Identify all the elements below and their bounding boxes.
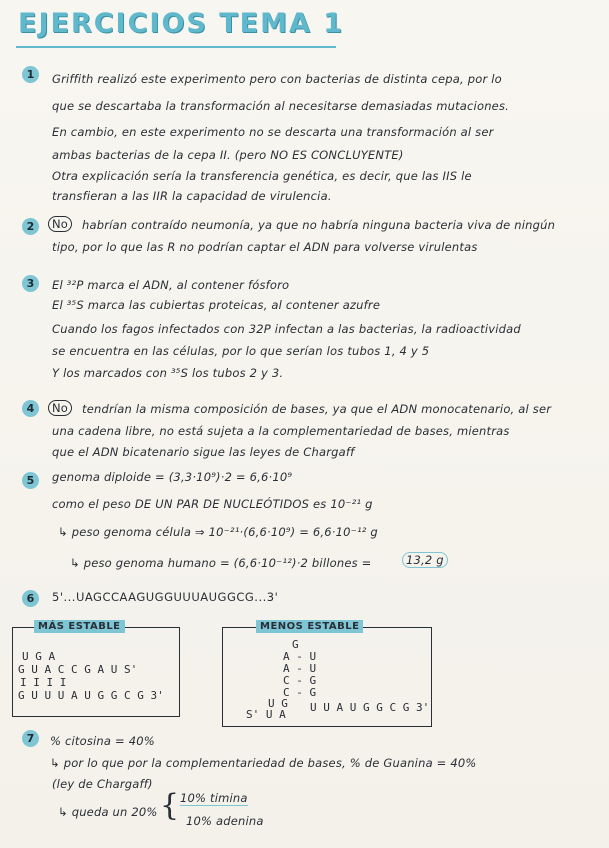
ex7-split-1-text: 10% timina (180, 791, 248, 805)
ex5-line-2: como el peso DE UN PAR DE NUCLEÓTIDOS es 10⁻²¹ g (52, 497, 373, 511)
ex2-no-circled: No (48, 216, 72, 232)
less-stable-row-1: G (292, 638, 299, 651)
less-stable-row-7: S' U A (246, 708, 286, 721)
ex5-line-1: genoma diploide = (3,3·10⁹)·2 = 6,6·10⁹ (52, 470, 293, 484)
ex2-line-1: habrían contraído neumonía, ya que no habría ninguna bacteria viva de ningún (82, 218, 556, 232)
ex4-no-circled: No (48, 400, 72, 416)
ex4-no (48, 401, 72, 415)
ex1-line-3: En cambio, en este experimento no se descarta una transformación al ser (52, 125, 494, 139)
ex3-line-4: se encuentra en las células, por lo que serían los tubos 1, 4 y 5 (52, 344, 430, 358)
ex1-line-2: que se descartaba la transformación al necesitarse demasiadas mutaciones. (52, 99, 510, 113)
ex4-line-2: una cadena libre, no está sujeta a la complementariedad de bases, mientras (52, 424, 510, 438)
more-stable-row-4: G U U U A U G G C G 3' (18, 689, 164, 702)
ex7-line-2: ↳ por lo que por la complementariedad de bases, % de Guanina = 40% (50, 756, 477, 770)
ex5-answer (402, 553, 448, 567)
more-stable-row-3: I I I I (20, 676, 67, 689)
ex7-line-1: % citosina = 40% (50, 734, 155, 748)
more-stable-row-2: G U A C C G A U S' (18, 663, 138, 676)
exercise-number-3: 3 (22, 275, 39, 292)
split-brace: { (160, 788, 180, 823)
ex5-line-4: ↳ peso genoma humano = (6,6·10⁻¹²)·2 billones = (70, 556, 372, 570)
ex2-no (48, 217, 72, 231)
less-stable-row-2: A - U (283, 650, 317, 663)
more-stable-label: MÁS ESTABLE (34, 620, 125, 633)
ex3-line-2: El ³⁵S marca las cubiertas proteicas, al contener azufre (52, 298, 381, 312)
less-stable-row-6: U G (268, 697, 288, 710)
more-stable-row-1: U G A (22, 650, 56, 663)
less-stable-row-3: A - U (283, 662, 317, 675)
ex5-line-3: ↳ peso genoma célula ⇒ 10⁻²¹·(6,6·10⁹) = 6,6·10⁻¹² g (58, 525, 378, 539)
page-title: EJERCICIOS TEMA 1 (18, 8, 345, 39)
ex5-answer-circled: 13,2 g (402, 552, 448, 568)
exercise-number-6: 6 (22, 590, 39, 607)
exercise-number-4: 4 (22, 400, 39, 417)
ex3-line-5: Y los marcados con ³⁵S los tubos 2 y 3. (52, 366, 284, 380)
ex1-line-1: Griffith realizó este experimento pero con bacterias de distinta cepa, por lo (52, 72, 502, 86)
ex7-split-1 (180, 791, 248, 805)
title-underline (16, 46, 336, 48)
ex6-sequence: 5'...UAGCCAAGUGGUUUAUGGCG...3' (52, 590, 279, 604)
exercise-number-2: 2 (22, 218, 39, 235)
ex7-line-3: (ley de Chargaff) (52, 777, 153, 791)
ex1-line-5: Otra explicación sería la transferencia genética, es decir, que las IIS le (52, 169, 472, 183)
ex4-line-3: que el ADN bicatenario sigue las leyes de Chargaff (52, 445, 355, 459)
exercise-number-5: 5 (22, 472, 39, 489)
ex3-line-1: El ³²P marca el ADN, al contener fósforo (52, 278, 290, 292)
ex7-line-4: ↳ queda un 20% (58, 805, 158, 819)
less-stable-row-5: C - G (283, 686, 317, 699)
ex7-split-2: 10% adenina (186, 814, 264, 828)
ex4-line-1: tendrían la misma composición de bases, ya que el ADN monocatenario, al ser (82, 402, 552, 416)
ex2-line-2: tipo, por lo que las R no podrían captar el ADN para volverse virulentas (52, 240, 478, 254)
exercise-number-7: 7 (22, 730, 39, 747)
exercise-number-1: 1 (22, 66, 39, 83)
ex3-line-3: Cuando los fagos infectados con 32P infectan a las bacterias, la radioactividad (52, 322, 521, 336)
less-stable-label: MENOS ESTABLE (256, 620, 363, 633)
ex1-line-6: transfieran a las IIR la capacidad de virulencia. (52, 189, 332, 203)
less-stable-row-8: U U A U G G C G 3' (310, 701, 430, 714)
less-stable-row-4: C - G (283, 674, 317, 687)
ex1-line-4: ambas bacterias de la cepa II. (pero NO ES CONCLUYENTE) (52, 148, 404, 162)
